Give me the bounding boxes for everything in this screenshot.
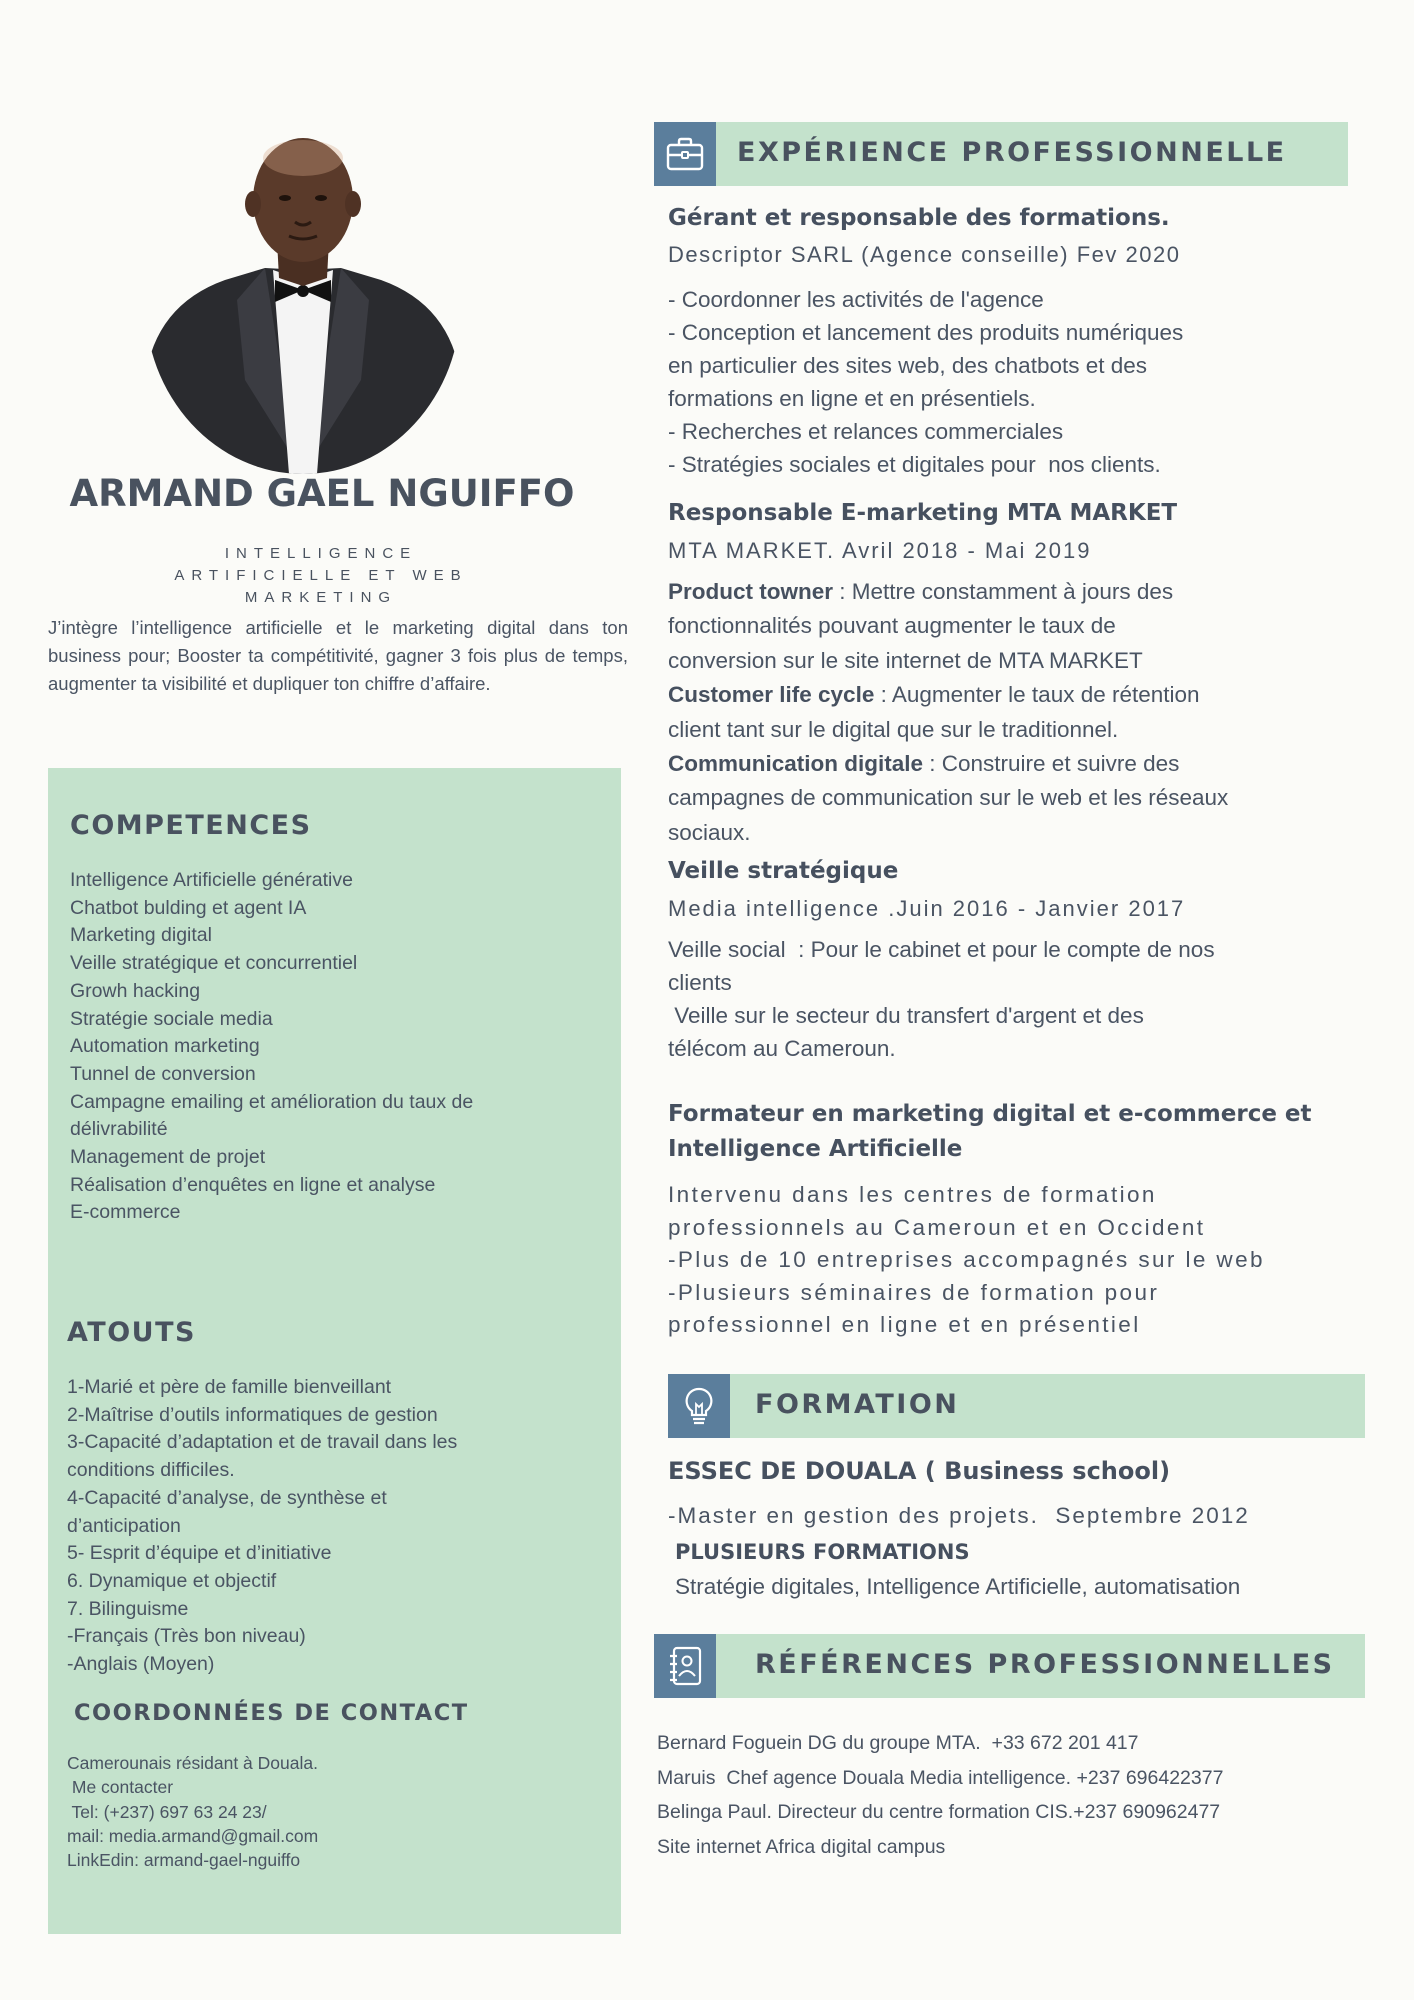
job-title: Responsable E-marketing MTA MARKET <box>668 500 1178 526</box>
list-item: 1-Marié et père de famille bienveillant <box>67 1376 392 1398</box>
profile-photo <box>145 130 461 474</box>
skill-text: : Augmenter le taux de rétention <box>874 682 1200 708</box>
references-title: RÉFÉRENCES PROFESSIONNELLES <box>755 1649 1335 1680</box>
job-subtitle: Descriptor SARL (Agence conseille) Fev 2020 <box>668 242 1181 267</box>
atouts-title: ATOUTS <box>67 1317 196 1348</box>
job-title-line: Formateur en marketing digital et e-commerce et <box>668 1101 1312 1127</box>
list-item: Veille stratégique et concurrentiel <box>70 952 358 975</box>
list-item: Automation marketing <box>70 1035 260 1058</box>
job-title <box>668 1097 1312 1167</box>
list-item: Management de projet <box>70 1146 266 1169</box>
list-item: Chatbot bulding et agent IA <box>70 896 307 919</box>
list-item: Stratégie sociale media <box>70 1007 273 1030</box>
experience-title: EXPÉRIENCE PROFESSIONNELLE <box>737 137 1287 168</box>
lightbulb-icon <box>668 1374 730 1438</box>
job-description <box>668 575 1358 850</box>
contact-block <box>67 1751 607 1872</box>
skill-label: Customer life cycle <box>668 682 875 708</box>
description-line: - Coordonner les activités de l'agence <box>668 287 1044 312</box>
list-item: 7. Bilinguisme <box>67 1597 189 1620</box>
contact-line: Me contacter <box>67 1777 174 1798</box>
list-item: d’anticipation <box>67 1514 181 1537</box>
list-item: 6. Dynamique et objectif <box>67 1569 277 1592</box>
subtitle-line: ARTIFICIELLE ET WEB <box>174 567 468 584</box>
description-line: Veille sur le secteur du transfert d'argent et des <box>668 1003 1144 1028</box>
description-line: conversion sur le site internet de MTA MARKET <box>668 647 1143 673</box>
list-item: 4-Capacité d’analyse, de synthèse et <box>67 1486 387 1509</box>
competences-title: COMPETENCES <box>70 810 312 841</box>
reference-item: Bernard Foguein DG du groupe MTA. +33 672 201 417 <box>657 1732 1139 1754</box>
briefcase-icon <box>654 122 716 186</box>
description-line <box>668 575 1358 609</box>
degree: -Master en gestion des projets. Septembre 2012 <box>668 1503 1250 1528</box>
list-item: Marketing digital <box>70 924 212 947</box>
skill-text: : Mettre constamment à jours des <box>833 579 1174 604</box>
formation-title: FORMATION <box>755 1389 960 1420</box>
description-line: -Plusieurs séminaires de formation pour <box>668 1279 1160 1305</box>
atouts-list <box>67 1374 612 1679</box>
description-line: campagnes de communication sur le web et les réseaux <box>668 785 1229 811</box>
intro-paragraph: J’intègre l’intelligence artificielle et le marketing digital dans ton business pour; Booster ta compétitivité, gagner 3 fois plus de temps, augmenter ta visibilité et dupliquer ton chiffre d’affaire. <box>48 617 628 694</box>
job-description <box>668 933 1348 1065</box>
job-description <box>668 1179 1358 1342</box>
job-subtitle: Media intelligence .Juin 2016 - Janvier 2017 <box>668 896 1186 921</box>
reference-item: Site internet Africa digital campus <box>657 1835 946 1858</box>
contact-phone: Tel: (+237) 697 63 24 23/ <box>67 1801 267 1822</box>
description-line: Veille social : Pour le cabinet et pour le compte de nos <box>668 937 1215 962</box>
contact-line: Camerounais résidant à Douala. <box>67 1753 318 1773</box>
address-book-icon <box>654 1634 716 1698</box>
other-formations-title: PLUSIEURS FORMATIONS <box>675 1540 970 1564</box>
list-item: 5- Esprit d’équipe et d’initiative <box>67 1542 332 1565</box>
job-title-line: Intelligence Artificielle <box>668 1136 963 1162</box>
description-line <box>668 678 1358 712</box>
description-line: en particulier des sites web, des chatbots et des <box>668 353 1148 378</box>
list-item: E-commerce <box>70 1201 181 1224</box>
description-line <box>668 747 1358 781</box>
description-line: - Stratégies sociales et digitales pour nos clients. <box>668 452 1161 477</box>
candidate-subtitle <box>118 543 524 609</box>
description-line: professionnels au Cameroun et en Occident <box>668 1214 1206 1240</box>
contact-email: mail: media.armand@gmail.com <box>67 1825 319 1846</box>
description-line: professionnel en ligne et en présentiel <box>668 1312 1141 1337</box>
list-item: 3-Capacité d’adaptation et de travail dans les <box>67 1431 458 1454</box>
subtitle-line: MARKETING <box>244 589 398 606</box>
list-item: Tunnel de conversion <box>70 1062 256 1085</box>
list-item: -Anglais (Moyen) <box>67 1653 215 1676</box>
list-item: conditions difficiles. <box>67 1459 235 1482</box>
skill-label: Communication digitale <box>668 751 924 777</box>
school-name: ESSEC DE DOUALA ( Business school) <box>668 1457 1171 1485</box>
job-description <box>668 283 1348 481</box>
list-item: Réalisation d’enquêtes en ligne et analyse <box>70 1173 436 1196</box>
list-item: 2-Maîtrise d’outils informatiques de gestion <box>67 1403 438 1426</box>
description-line: clients <box>668 970 732 995</box>
contact-linkedin: LinkEdin: armand-gael-nguiffo <box>67 1850 301 1871</box>
job-title: Veille stratégique <box>668 858 899 884</box>
description-line: - Recherches et relances commerciales <box>668 419 1064 444</box>
reference-item: Belinga Paul. Directeur du centre formation CIS.+237 690962477 <box>657 1801 1221 1823</box>
reference-item: Maruis Chef agence Douala Media intelligence. +237 696422377 <box>657 1766 1224 1789</box>
subtitle-line: INTELLIGENCE <box>224 545 418 562</box>
description-line: fonctionnalités pouvant augmenter le taux de <box>668 613 1116 639</box>
list-item: -Français (Très bon niveau) <box>67 1625 306 1648</box>
contact-title: COORDONNÉES DE CONTACT <box>74 1700 469 1726</box>
list-item: Intelligence Artificielle générative <box>70 869 353 891</box>
other-formations-text: Stratégie digitales, Intelligence Artificielle, automatisation <box>675 1574 1241 1599</box>
description-line: sociaux. <box>668 819 751 845</box>
description-line: client tant sur le digital que sur le traditionnel. <box>668 716 1119 742</box>
skill-label: Product towner <box>668 579 834 604</box>
skill-text: : Construire et suivre des <box>923 751 1180 777</box>
description-line: télécom au Cameroun. <box>668 1036 896 1061</box>
description-line: formations en ligne et en présentiels. <box>668 386 1036 411</box>
description-line: -Plus de 10 entreprises accompagnés sur le web <box>668 1247 1265 1272</box>
job-subtitle: MTA MARKET. Avril 2018 - Mai 2019 <box>668 538 1092 563</box>
competences-list <box>70 867 610 1227</box>
description-line: - Conception et lancement des produits numériques <box>668 320 1184 345</box>
job-title: Gérant et responsable des formations. <box>668 205 1170 231</box>
list-item: Campagne emailing et amélioration du taux de <box>70 1090 474 1113</box>
references-list <box>657 1726 1357 1864</box>
candidate-name: ARMAND GAEL NGUIFFO <box>69 472 575 515</box>
list-item: délivrabilité <box>70 1118 168 1141</box>
description-line: Intervenu dans les centres de formation <box>668 1182 1157 1207</box>
list-item: Growh hacking <box>70 979 201 1002</box>
